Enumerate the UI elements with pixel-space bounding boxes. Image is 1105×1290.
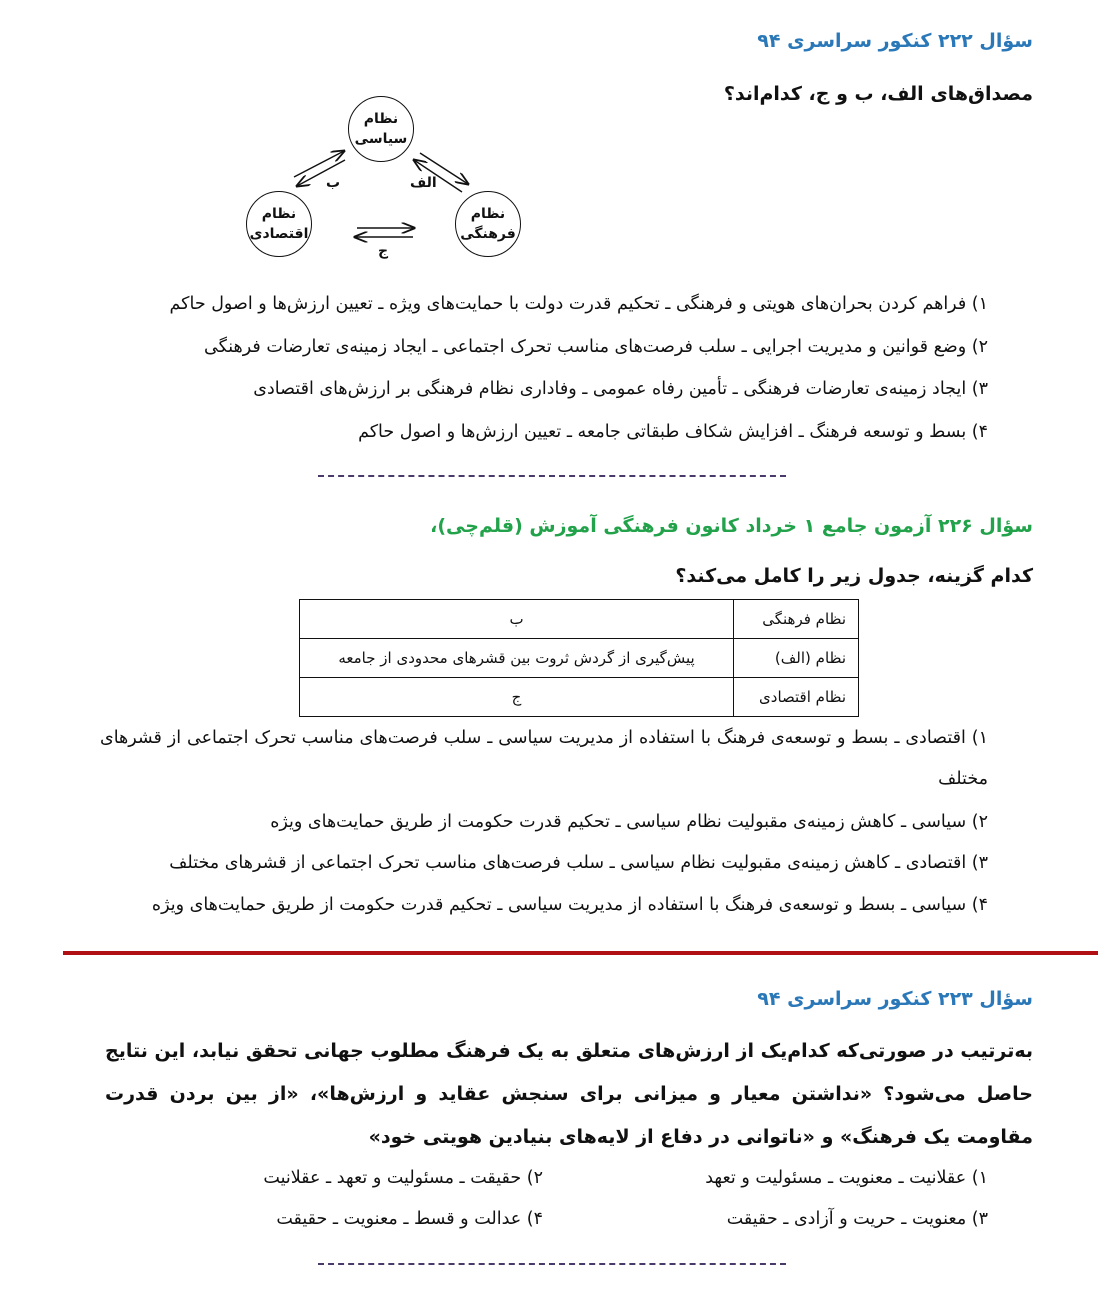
answer-option-4[interactable]: ۴) سیاسی ـ بسط و توسعه‌ی فرهنگ با استفاده از مدیریت سیاسی ـ تحکیم قدرت حکومت از طریق حمایت‌های ویژه bbox=[151, 895, 988, 915]
node-cultural-system bbox=[455, 191, 521, 257]
table-cell-head: نظام (الف) bbox=[734, 639, 859, 678]
node-political-system bbox=[348, 96, 414, 162]
table-cell-value: پیش‌گیری از گردش ثروت بین قشرهای محدودی از جامعه bbox=[300, 639, 734, 678]
table-cell-value: ب bbox=[300, 600, 734, 639]
answer-option-2[interactable]: ۲) حقیقت ـ مسئولیت و تعهد ـ عقلانیت bbox=[263, 1168, 543, 1188]
node-label-line: سیاسی bbox=[354, 131, 408, 147]
node-label-line: نظام bbox=[470, 206, 506, 222]
answer-option-3[interactable]: ۳) ایجاد زمینه‌ی تعارضات فرهنگی ـ تأمین رفاه عمومی ـ وفاداری نظام فرهنگی بر ارزش‌های اقتصادی bbox=[253, 379, 988, 399]
question-stem: مصداق‌های الف، ب و ج، کدام‌اند؟ bbox=[723, 83, 1033, 105]
answer-option-3[interactable]: ۳) معنویت ـ حریت و آزادی ـ حقیقت bbox=[726, 1209, 988, 1229]
question-table bbox=[299, 599, 859, 717]
node-economic-system bbox=[246, 191, 312, 257]
table-cell-head: نظام فرهنگی bbox=[734, 600, 859, 639]
table-cell-value: ج bbox=[300, 678, 734, 717]
answer-option-1[interactable]: ۱) اقتصادی ـ بسط و توسعه‌ی فرهنگ با استفاده از مدیریت سیاسی ـ سلب فرصت‌های مناسب تحرک اجتماعی از قشرهای مختلف bbox=[100, 728, 988, 789]
label-j: ج bbox=[378, 243, 389, 259]
question-stem: کدام گزینه، جدول زیر را کامل می‌کند؟ bbox=[675, 565, 1033, 587]
table-row bbox=[300, 600, 859, 639]
label-b: ب bbox=[326, 175, 341, 191]
question-title: سؤال ۲۲۲ کنکور سراسری ۹۴ bbox=[757, 30, 1033, 52]
answer-option-3[interactable]: ۳) اقتصادی ـ کاهش زمینه‌ی مقبولیت نظام سیاسی ـ سلب فرصت‌های مناسب تحرک اجتماعی از قشرهای مختلف bbox=[169, 853, 988, 873]
table-row bbox=[300, 639, 859, 678]
label-alef: الف bbox=[410, 175, 437, 191]
node-label-line: فرهنگی bbox=[460, 226, 516, 242]
question-title: سؤال ۲۲۶ آزمون جامع ۱ خرداد کانون فرهنگی آموزش (قلم‌چی)، bbox=[430, 515, 1033, 537]
answer-option-4[interactable]: ۴) بسط و توسعه فرهنگ ـ افزایش شکاف طبقاتی جامعه ـ تعیین ارزش‌ها و اصول حاکم bbox=[358, 422, 988, 442]
node-label-line: نظام bbox=[363, 111, 399, 127]
section-separator bbox=[318, 1263, 786, 1265]
answer-option-1[interactable]: ۱) فراهم کردن بحران‌های هویتی و فرهنگی ـ تحکیم قدرت دولت با حمایت‌های ویژه ـ تعیین ارزش‌ها و اصول حاکم bbox=[169, 294, 988, 314]
node-label-line: اقتصادی bbox=[249, 226, 309, 242]
node-label-line: نظام bbox=[261, 206, 297, 222]
answer-option-2[interactable]: ۲) سیاسی ـ کاهش زمینه‌ی مقبولیت نظام سیاسی ـ تحکیم قدرت حکومت از طریق حمایت‌های ویژه bbox=[270, 812, 988, 832]
answer-option-4[interactable]: ۴) عدالت و قسط ـ معنویت ـ حقیقت bbox=[276, 1209, 543, 1229]
answer-option-2[interactable]: ۲) وضع قوانین و مدیریت اجرایی ـ سلب فرصت‌های مناسب تحرک اجتماعی ـ ایجاد زمینه‌ی تعارضات فرهنگی bbox=[204, 337, 988, 357]
answer-option-1[interactable]: ۱) عقلانیت ـ معنویت ـ مسئولیت و تعهد bbox=[705, 1168, 988, 1188]
table-row bbox=[300, 678, 859, 717]
question-stem: به‌ترتیب در صورتی‌که کدام‌یک از ارزش‌های متعلق به یک فرهنگ مطلوب جهانی تحقق نیابد، این نتایج حاصل می‌شود؟ «نداشتن معیار و میزانی برای سنجش عقاید و ارزش‌ها»، «از بین بردن قدرت مقاومت یک فرهنگ» و «ناتوانی در دفاع از لایه‌های بنیادین هویتی خود» bbox=[105, 1040, 1033, 1148]
section-separator bbox=[318, 475, 786, 477]
diagram-arrows bbox=[0, 0, 1105, 300]
table-cell-head: نظام اقتصادی bbox=[734, 678, 859, 717]
section-divider-red bbox=[63, 951, 1098, 955]
question-title: سؤال ۲۲۳ کنکور سراسری ۹۴ bbox=[757, 988, 1033, 1010]
